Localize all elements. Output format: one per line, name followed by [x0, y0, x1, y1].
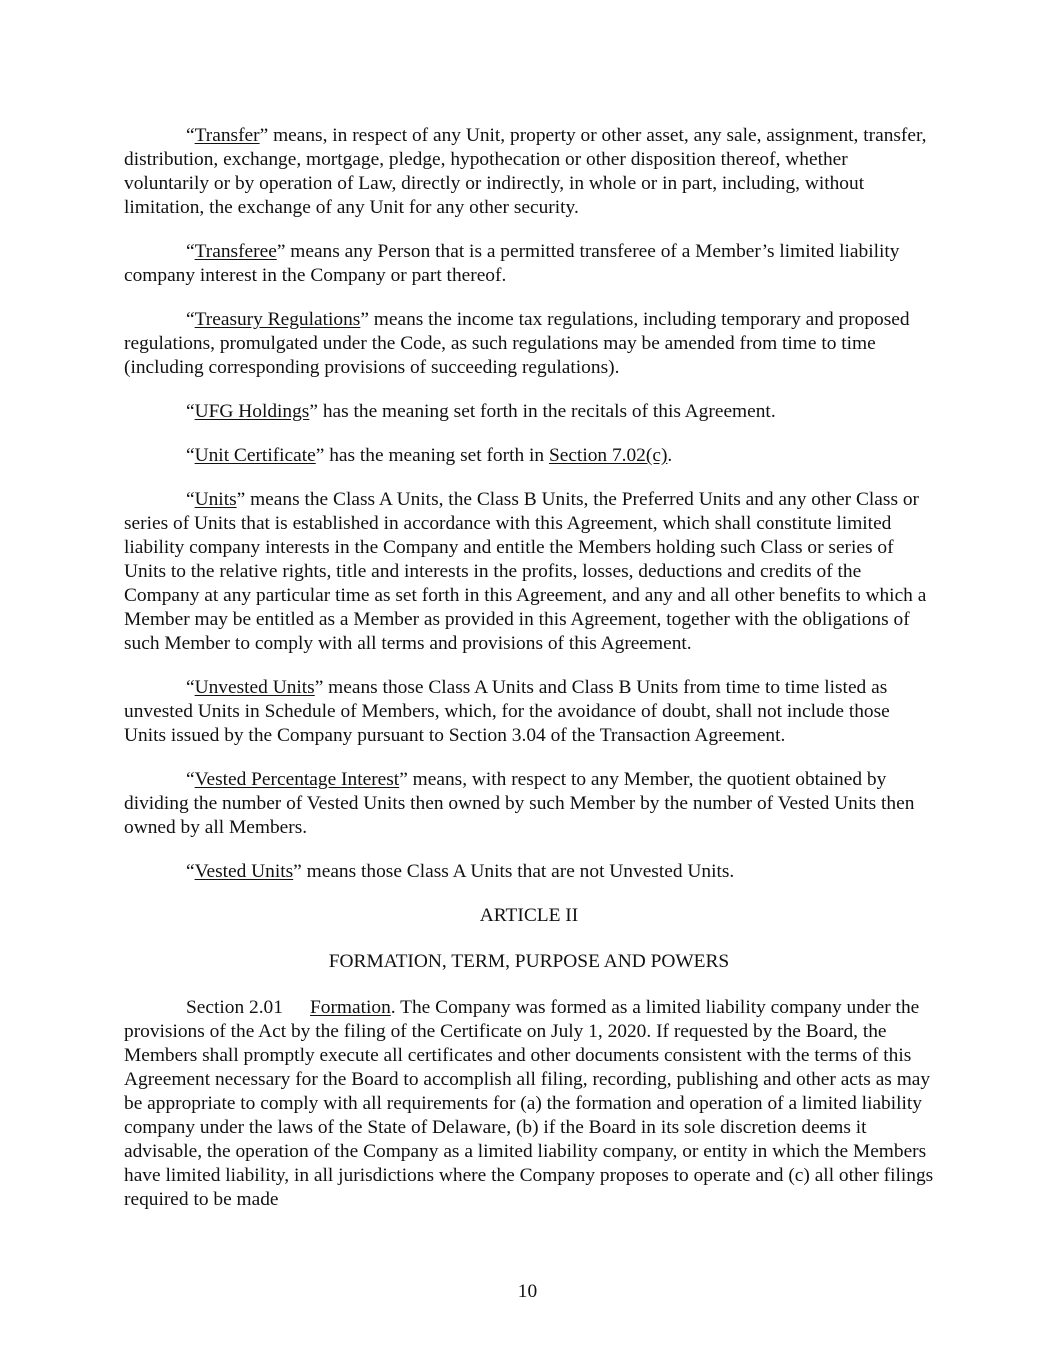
- open-quote: “: [186, 769, 195, 790]
- definition-transfer: [124, 124, 934, 220]
- open-quote: “: [186, 861, 195, 882]
- definition-treasury-regulations: [124, 308, 934, 380]
- definition-unvested-units: [124, 676, 934, 748]
- section-heading: Formation: [310, 997, 391, 1018]
- definition-text: ” means, in respect of any Unit, property or other asset, any sale, assignment, transfer, distribution, exchange, mortgage, pledge, hypothecation or other disposition thereof, whether voluntarily or by operation of Law, directly or indirectly, in whole or in part, including, without limitation, the exchange of any Unit for any other security.: [124, 125, 927, 218]
- open-quote: “: [186, 401, 195, 422]
- definition-text: ” means the Class A Units, the Class B Units, the Preferred Units and any other Class or series of Units that is established in accordance with this Agreement, which shall constitute limited liability company interests in the Company and entitle the Members holding such Class or series of Units to the relative rights, title and interests in the profits, losses, deductions and credits of the Company at any particular time as set forth in this Agreement, and any and all other benefits to which a Member may be entitled as a Member as provided in this Agreement, together with the obligations of such Member to comply with all terms and provisions of this Agreement.: [124, 489, 927, 654]
- open-quote: “: [186, 489, 195, 510]
- defined-term: Vested Units: [194, 861, 294, 882]
- section-number: Section 2.01: [186, 997, 283, 1018]
- article-title: FORMATION, TERM, PURPOSE AND POWERS: [328, 951, 730, 972]
- open-quote: “: [186, 677, 195, 698]
- defined-term: Units: [194, 489, 237, 510]
- section-text: . The Company was formed as a limited liability company under the provisions of the Act by the filing of the Certificate on July 1, 2020. If requested by the Board, the Members shall promptly execute all certificates and other documents consistent with the terms of this Agreement necessary for the Board to accomplish all filing, recording, publishing and other acts as may be appropriate to comply with all requirements for (a) the formation and operation of a limited liability company under the laws of the State of Delaware, (b) if the Board in its sole discretion deems it advisable, the operation of the Company as a limited liability company, or entity in which the Members have limited liability, in all jurisdictions where the Company proposes to operate and (c) all other filings required to be made: [124, 997, 934, 1210]
- section-2-01: [124, 996, 934, 1212]
- defined-term: UFG Holdings: [194, 401, 310, 422]
- defined-term: Transfer: [194, 125, 260, 146]
- section-reference: Section 7.02(c): [548, 445, 668, 466]
- page-number: 10: [517, 1281, 538, 1302]
- document-page: [124, 124, 934, 1232]
- definition-units: [124, 488, 934, 656]
- open-quote: “: [186, 241, 195, 262]
- open-quote: “: [186, 445, 195, 466]
- definition-text: ” means those Class A Units and Class B Units from time to time listed as unvested Units in Schedule of Members, which, for the avoidance of doubt, shall not include those Units issued by the Company pursuant to Section 3.04 of the Transaction Agreement.: [124, 677, 890, 746]
- definition-text: ” has the meaning set forth in: [315, 445, 549, 466]
- definition-unit-certificate: [124, 444, 934, 468]
- article-number: ARTICLE II: [479, 905, 579, 926]
- open-quote: “: [186, 309, 195, 330]
- definition-text: ” means, with respect to any Member, the quotient obtained by dividing the number of Vested Units then owned by such Member by the number of Vested Units then owned by all Members.: [124, 769, 915, 838]
- definition-text: ” means the income tax regulations, including temporary and proposed regulations, promulgated under the Code, as such regulations may be amended from time to time (including corresponding provisions of succeeding regulations).: [124, 309, 910, 378]
- defined-term: Unit Certificate: [194, 445, 316, 466]
- definition-vested-units: [124, 860, 934, 884]
- definition-text: ” has the meaning set forth in the recitals of this Agreement.: [309, 401, 776, 422]
- definition-tail: .: [667, 445, 673, 466]
- definition-transferee: [124, 240, 934, 288]
- definition-vested-percentage-interest: [124, 768, 934, 840]
- open-quote: “: [186, 125, 195, 146]
- definition-ufg-holdings: [124, 400, 934, 424]
- defined-term: Unvested Units: [194, 677, 315, 698]
- defined-term: Transferee: [194, 241, 277, 262]
- definition-text: ” means those Class A Units that are not Unvested Units.: [293, 861, 735, 882]
- defined-term: Treasury Regulations: [194, 309, 361, 330]
- definition-text: ” means any Person that is a permitted transferee of a Member’s limited liability company interest in the Company or part thereof.: [124, 241, 900, 286]
- defined-term: Vested Percentage Interest: [194, 769, 400, 790]
